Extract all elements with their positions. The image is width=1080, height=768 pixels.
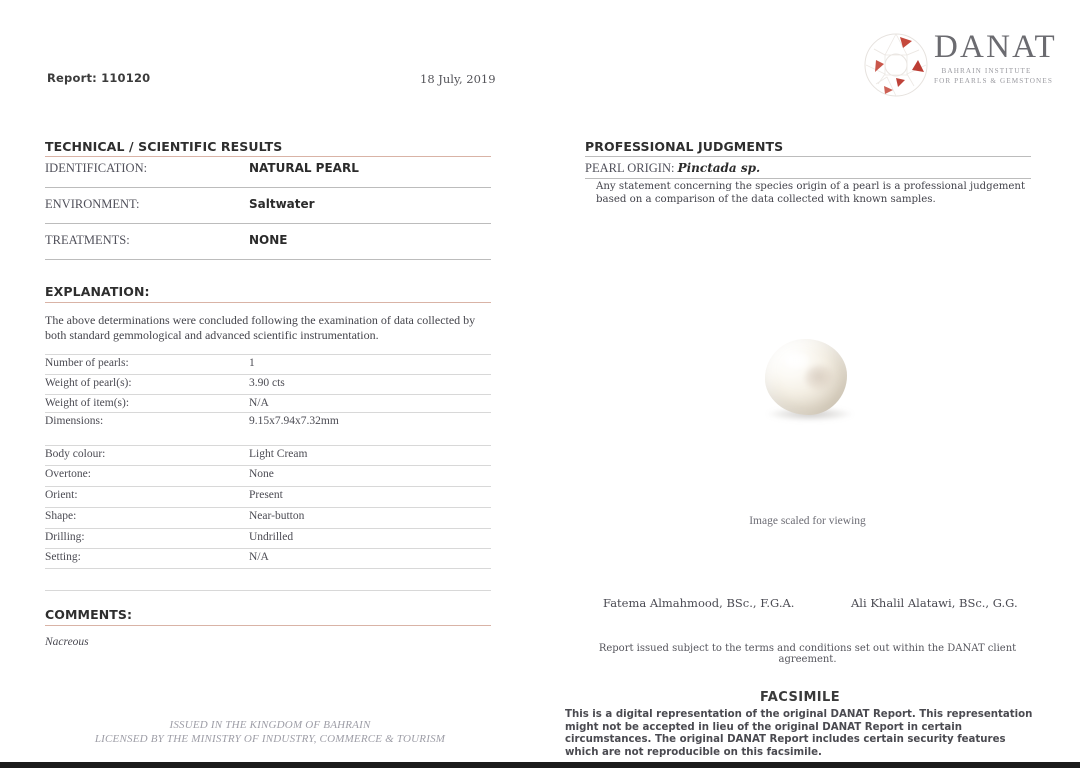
- treatments-label: TREATMENTS:: [45, 233, 130, 247]
- issued-footer: [45, 718, 495, 746]
- row-value: Light Cream: [249, 448, 308, 460]
- row-value: None: [249, 468, 274, 480]
- signature-right: Ali Khalil Alatawi, BSc., G.G.: [851, 596, 1018, 610]
- explanation-text: The above determinations were concluded following the examination of data collected by both standard gemmological and advanced scientific instrumentation.: [45, 313, 476, 342]
- row-label: Weight of item(s):: [45, 397, 130, 409]
- terms-note: Report issued subject to the terms and conditions set out within the DANAT client agreement.: [598, 643, 1017, 665]
- divider: [45, 259, 491, 260]
- divider: [45, 302, 491, 303]
- logo-subtitle-line2: FOR PEARLS & GEMSTONES: [934, 77, 1053, 85]
- divider: [45, 187, 491, 188]
- pearl-surface-marking: [805, 365, 835, 391]
- pearl-highlight: [784, 351, 810, 370]
- danat-logo: [862, 28, 1057, 98]
- row-value: Undrilled: [249, 531, 294, 543]
- row-label: Drilling:: [45, 531, 85, 543]
- pearl-body: [765, 339, 847, 415]
- image-caption: Image scaled for viewing: [749, 515, 866, 527]
- pearl-origin-value: Pinctada sp.: [677, 161, 761, 175]
- environment-value: Saltwater: [249, 197, 315, 211]
- divider: [45, 412, 491, 413]
- row-value: 1: [249, 357, 255, 369]
- row-value: N/A: [249, 551, 269, 563]
- divider: [45, 486, 491, 487]
- facsimile-title: FACSIMILE: [760, 690, 840, 705]
- comments-title: COMMENTS:: [45, 607, 133, 622]
- divider: [585, 178, 1031, 179]
- pearl-origin-label: PEARL ORIGIN:: [585, 161, 675, 175]
- row-label: Overtone:: [45, 468, 91, 480]
- comments-text: Nacreous: [45, 636, 89, 648]
- pearl-origin-row: [585, 161, 760, 176]
- divider: [45, 568, 491, 569]
- row-label: Number of pearls:: [45, 357, 129, 369]
- divider: [45, 465, 491, 466]
- treatments-value: NONE: [249, 233, 288, 247]
- divider: [45, 507, 491, 508]
- logo-text-block: [934, 28, 1057, 86]
- report-number: Report: 110120: [47, 71, 151, 85]
- row-value: 9.15x7.94x7.32mm: [249, 415, 339, 427]
- row-label: Weight of pearl(s):: [45, 377, 132, 389]
- identification-label: IDENTIFICATION:: [45, 161, 148, 175]
- logo-wordmark: DANAT: [934, 29, 1057, 65]
- judgment-note: Any statement concerning the species origin of a pearl is a professional judgement based on a comparison of the data collected with known samples.: [596, 181, 1026, 205]
- logo-subtitle-line1: BAHRAIN INSTITUTE: [941, 67, 1032, 75]
- divider: [45, 528, 491, 529]
- divider: [45, 354, 491, 355]
- row-value: 3.90 cts: [249, 377, 285, 389]
- row-label: Body colour:: [45, 448, 106, 460]
- row-value: Present: [249, 489, 283, 501]
- technical-results-title: TECHNICAL / SCIENTIFIC RESULTS: [45, 139, 283, 154]
- row-value: N/A: [249, 397, 269, 409]
- divider: [45, 156, 491, 157]
- divider: [45, 445, 491, 446]
- divider: [45, 223, 491, 224]
- identification-value: NATURAL PEARL: [249, 161, 359, 175]
- report-date: 18 July, 2019: [420, 72, 496, 86]
- professional-judgments-title: PROFESSIONAL JUDGMENTS: [585, 139, 784, 154]
- signature-left: Fatema Almahmood, BSc., F.G.A.: [603, 596, 795, 610]
- row-label: Setting:: [45, 551, 81, 563]
- divider: [45, 548, 491, 549]
- pearl-image: [757, 337, 861, 429]
- explanation-title: EXPLANATION:: [45, 284, 150, 299]
- faceted-gem-icon: [862, 32, 930, 98]
- row-label: Orient:: [45, 489, 78, 501]
- divider: [45, 625, 491, 626]
- row-label: Shape:: [45, 510, 77, 522]
- divider: [585, 156, 1031, 157]
- page-bottom-edge: [0, 762, 1080, 768]
- divider: [45, 374, 491, 375]
- issued-line2: LICENSED BY THE MINISTRY OF INDUSTRY, COMMERCE & TOURISM: [94, 733, 446, 745]
- environment-label: ENVIRONMENT:: [45, 197, 140, 211]
- facsimile-text: This is a digital representation of the original DANAT Report. This representation might not be accepted in lieu of the original DANAT Report in certain circumstances. The original DANAT Report includes certain security features which are not reproducible on this facsimile.: [565, 709, 1033, 758]
- row-value: Near-button: [249, 510, 305, 522]
- divider: [45, 590, 491, 591]
- divider: [45, 394, 491, 395]
- row-label: Dimensions:: [45, 415, 104, 427]
- issued-line1: ISSUED IN THE KINGDOM OF BAHRAIN: [169, 719, 371, 731]
